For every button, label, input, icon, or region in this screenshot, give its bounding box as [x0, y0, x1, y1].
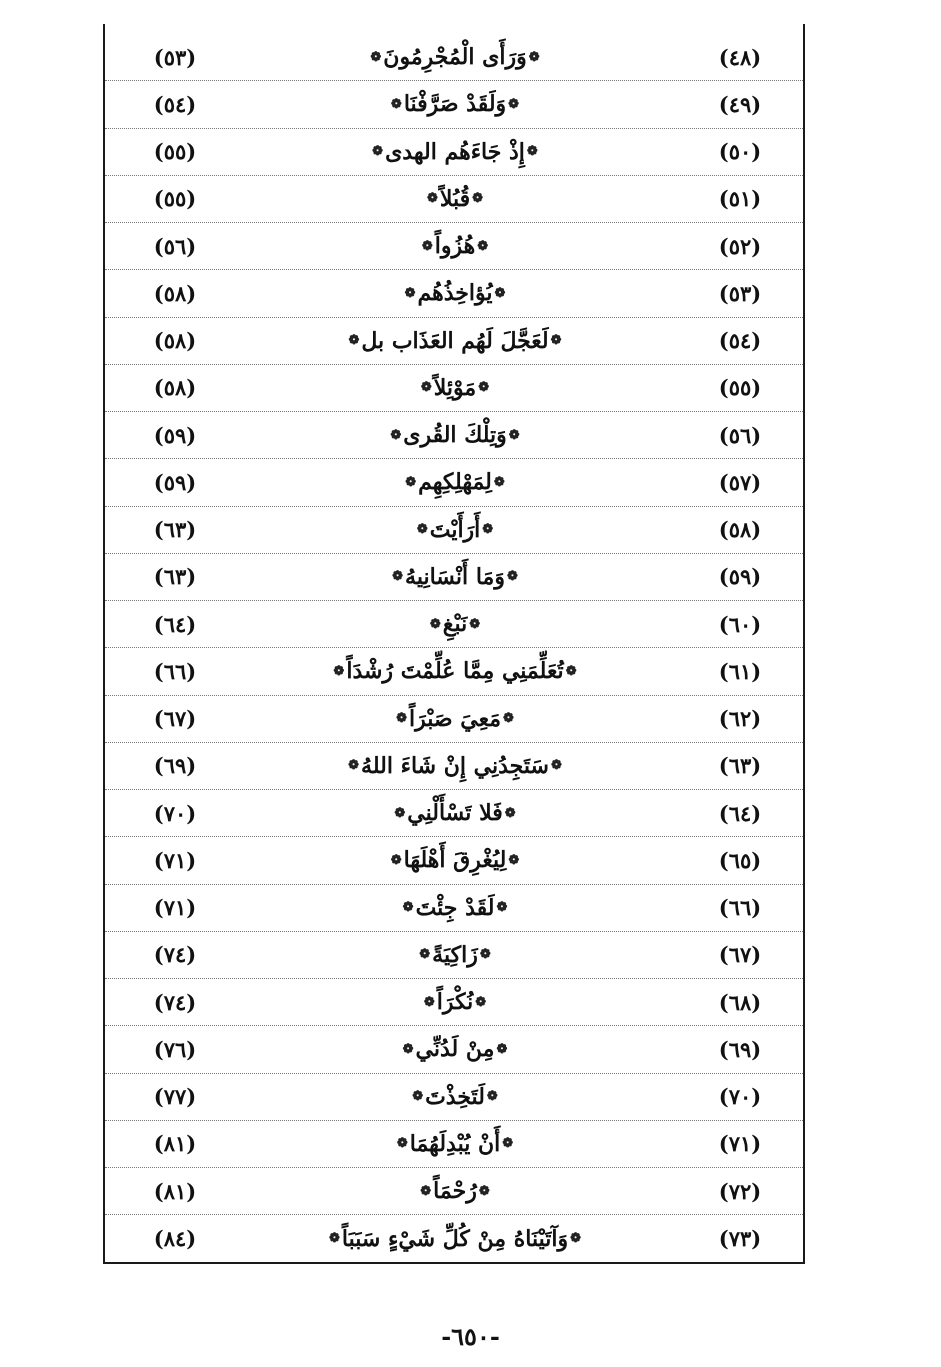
- page-ref: (٥٥): [153, 186, 197, 212]
- quran-word-cell: [255, 1215, 655, 1262]
- quran-word: أَنْ يُبْدِلَهُمَا: [409, 1130, 501, 1157]
- table-row: [105, 1026, 803, 1073]
- ornament-bracket-icon: ❁: [423, 994, 435, 1010]
- page-ref: (٦٩): [153, 753, 197, 779]
- table-row: [105, 554, 803, 601]
- table-row: [105, 979, 803, 1026]
- entry-number: (٦٢): [718, 706, 762, 732]
- page-ref: (٦٤): [153, 611, 197, 637]
- quran-word: وَتِلْكَ القُرى: [403, 422, 507, 449]
- table-row: [105, 318, 803, 365]
- page-ref: (٥٨): [153, 280, 197, 306]
- page-ref: (٨١): [153, 1131, 197, 1157]
- ornament-bracket-icon: ❁: [496, 1041, 508, 1057]
- ornament-bracket-icon: ❁: [475, 994, 487, 1010]
- quran-word: لِمَهْلِكِهِم: [418, 469, 492, 496]
- ornament-bracket-icon: ❁: [390, 852, 402, 868]
- entry-number: (٤٨): [718, 44, 762, 70]
- ornament-bracket-icon: ❁: [565, 663, 577, 679]
- quran-word-cell: [255, 223, 655, 269]
- page-ref: (٨١): [153, 1178, 197, 1204]
- quran-word: نُكْرَاً: [436, 989, 474, 1016]
- ornament-bracket-icon: ❁: [472, 191, 484, 207]
- ornament-bracket-icon: ❁: [508, 852, 520, 868]
- ornament-bracket-icon: ❁: [477, 238, 489, 254]
- entry-number: (٦١): [718, 658, 762, 684]
- ornament-bracket-icon: ❁: [469, 616, 481, 632]
- entry-number: (٧١): [718, 1131, 762, 1157]
- ornament-bracket-icon: ❁: [421, 238, 433, 254]
- page-ref: (٥٨): [153, 328, 197, 354]
- quran-word-cell: [255, 696, 655, 742]
- quran-word: مَعِيَ صَبْرَاً: [409, 705, 501, 732]
- ornament-bracket-icon: ❁: [404, 285, 416, 301]
- ornament-bracket-icon: ❁: [370, 49, 382, 65]
- entry-number: (٥٦): [718, 422, 762, 448]
- table-row: [105, 932, 803, 979]
- ornament-bracket-icon: ❁: [396, 1136, 408, 1152]
- ornament-bracket-icon: ❁: [478, 1183, 490, 1199]
- ornament-bracket-icon: ❁: [392, 569, 404, 585]
- entry-number: (٦٩): [718, 1036, 762, 1062]
- ornament-bracket-icon: ❁: [526, 144, 538, 160]
- entry-number: (٥٩): [718, 564, 762, 590]
- quran-word: سَتَجِدُنِي إِنْ شَاءَ اللهُ: [361, 752, 549, 779]
- quran-word-cell: [255, 459, 655, 505]
- table-row: [105, 365, 803, 412]
- ornament-bracket-icon: ❁: [348, 333, 360, 349]
- quran-word: وَآتَيْنَاهُ مِنْ كُلِّ شَيْءٍ سَبَبَاً: [341, 1225, 569, 1252]
- quran-word-cell: [255, 365, 655, 411]
- quran-word-cell: [255, 932, 655, 978]
- table-row: [105, 1215, 803, 1262]
- entry-number: (٥٠): [718, 139, 762, 165]
- quran-word-cell: [255, 979, 655, 1025]
- ornament-bracket-icon: ❁: [494, 285, 506, 301]
- page-ref: (٥٩): [153, 422, 197, 448]
- table-row: [105, 885, 803, 932]
- page-ref: (٨٤): [153, 1226, 197, 1252]
- ornament-bracket-icon: ❁: [405, 474, 417, 490]
- entry-number: (٦٠): [718, 611, 762, 637]
- quran-word: قُبُلاً: [439, 185, 471, 212]
- quran-word: فَلا تَسْأَلْنِي: [407, 800, 503, 827]
- quran-word-cell: [255, 885, 655, 931]
- entry-number: (٥٢): [718, 233, 762, 259]
- quran-word-cell: [255, 1074, 655, 1120]
- entry-number: (٧٠): [718, 1084, 762, 1110]
- table-row: [105, 34, 803, 81]
- quran-word: يُؤاخِذُهُم: [417, 280, 493, 307]
- entry-number: (٥٣): [718, 280, 762, 306]
- table-row: [105, 412, 803, 459]
- ornament-bracket-icon: ❁: [508, 427, 520, 443]
- page-ref: (٧٤): [153, 989, 197, 1015]
- page-ref: (٦٧): [153, 706, 197, 732]
- quran-word-cell: [255, 601, 655, 647]
- page-number: -٦٥٠-: [441, 1322, 500, 1351]
- ornament-bracket-icon: ❁: [502, 711, 514, 727]
- quran-word-cell: [255, 1026, 655, 1072]
- quran-word: لَتَخِذْتَ: [425, 1083, 485, 1110]
- page-ref: (٥٩): [153, 469, 197, 495]
- table-row: [105, 1121, 803, 1168]
- quran-word: مِنْ لَدُنِّي: [415, 1036, 495, 1063]
- ornament-bracket-icon: ❁: [333, 663, 345, 679]
- entry-number: (٦٦): [718, 895, 762, 921]
- table-row: [105, 743, 803, 790]
- ornament-bracket-icon: ❁: [390, 96, 402, 112]
- quran-word-cell: [255, 837, 655, 883]
- quran-word-cell: [255, 1168, 655, 1214]
- ornament-bracket-icon: ❁: [420, 1183, 432, 1199]
- quran-word: إِذْ جَاءَهُم الهدى: [385, 138, 525, 165]
- page-ref: (٥٦): [153, 233, 197, 259]
- ornament-bracket-icon: ❁: [348, 758, 360, 774]
- page-ref: (٦٣): [153, 517, 197, 543]
- quran-word-cell: [255, 1121, 655, 1167]
- quran-word: نَبْغِ: [442, 611, 468, 638]
- table-row: [105, 270, 803, 317]
- table-row: [105, 1074, 803, 1121]
- ornament-bracket-icon: ❁: [496, 900, 508, 916]
- quran-word: لِيُغْرِقَ أَهْلَهَا: [403, 847, 507, 874]
- quran-word: زَاكِيَةً: [432, 941, 478, 968]
- ornament-bracket-icon: ❁: [478, 380, 490, 396]
- quran-word: أَرَأَيْتَ: [429, 516, 481, 543]
- quran-word: مَوْئِلاً: [433, 374, 477, 401]
- page-ref: (٧٠): [153, 800, 197, 826]
- page-ref: (٥٤): [153, 91, 197, 117]
- quran-word: هُزُواً: [434, 233, 476, 260]
- entry-number: (٦٧): [718, 942, 762, 968]
- index-table: [103, 24, 805, 1264]
- quran-word: تُعَلِّمَنِي مِمَّا عُلِّمْتَ رُشْدَاً: [346, 658, 564, 685]
- entry-number: (٦٥): [718, 847, 762, 873]
- table-row: [105, 176, 803, 223]
- page-ref: (٧٤): [153, 942, 197, 968]
- ornament-bracket-icon: ❁: [390, 427, 402, 443]
- page-ref: (٧٧): [153, 1084, 197, 1110]
- ornament-bracket-icon: ❁: [412, 1089, 424, 1105]
- page-ref: (٧١): [153, 847, 197, 873]
- ornament-bracket-icon: ❁: [420, 380, 432, 396]
- ornament-bracket-icon: ❁: [396, 711, 408, 727]
- table-row: [105, 129, 803, 176]
- ornament-bracket-icon: ❁: [416, 522, 428, 538]
- table-row: [105, 790, 803, 837]
- table-row: [105, 459, 803, 506]
- ornament-bracket-icon: ❁: [493, 474, 505, 490]
- ornament-bracket-icon: ❁: [550, 758, 562, 774]
- entry-number: (٥٥): [718, 375, 762, 401]
- quran-word-cell: [255, 81, 655, 127]
- entry-number: (٦٤): [718, 800, 762, 826]
- ornament-bracket-icon: ❁: [486, 1089, 498, 1105]
- entry-number: (٧٣): [718, 1226, 762, 1252]
- ornament-bracket-icon: ❁: [426, 191, 438, 207]
- ornament-bracket-icon: ❁: [329, 1231, 340, 1247]
- ornament-bracket-icon: ❁: [372, 144, 384, 160]
- quran-word-cell: [255, 176, 655, 222]
- page-ref: (٥٣): [153, 44, 197, 70]
- page-ref: (٥٥): [153, 139, 197, 165]
- page-ref: (٧٦): [153, 1036, 197, 1062]
- ornament-bracket-icon: ❁: [394, 805, 406, 821]
- page-ref: (٧١): [153, 895, 197, 921]
- ornament-bracket-icon: ❁: [550, 333, 562, 349]
- quran-word: لَعَجَّلَ لَهُم العَذَاب بل: [361, 327, 549, 354]
- ornament-bracket-icon: ❁: [419, 947, 431, 963]
- page-ref: (٦٣): [153, 564, 197, 590]
- entry-number: (٦٨): [718, 989, 762, 1015]
- quran-word: وَلَقَدْ صَرَّفْنَا: [403, 91, 507, 118]
- entry-number: (٤٩): [718, 91, 762, 117]
- page-ref: (٦٦): [153, 658, 197, 684]
- table-row: [105, 1168, 803, 1215]
- ornament-bracket-icon: ❁: [482, 522, 494, 538]
- table-row: [105, 81, 803, 128]
- quran-word: وَمَا أَنْسَانِيهُ: [405, 563, 505, 590]
- entry-number: (٦٣): [718, 753, 762, 779]
- entry-number: (٥٤): [718, 328, 762, 354]
- quran-word-cell: [255, 790, 655, 836]
- ornament-bracket-icon: ❁: [429, 616, 441, 632]
- quran-word: رُحْمَاً: [433, 1178, 477, 1205]
- table-row: [105, 507, 803, 554]
- table-row: [105, 648, 803, 695]
- quran-word-cell: [255, 34, 655, 80]
- page-ref: (٥٨): [153, 375, 197, 401]
- quran-word-cell: [255, 318, 655, 364]
- quran-word: وَرَأَى الْمُجْرِمُونَ: [383, 44, 527, 71]
- ornament-bracket-icon: ❁: [504, 805, 516, 821]
- entry-number: (٥٧): [718, 469, 762, 495]
- ornament-bracket-icon: ❁: [479, 947, 491, 963]
- ornament-bracket-icon: ❁: [528, 49, 540, 65]
- ornament-bracket-icon: ❁: [570, 1231, 582, 1247]
- table-row: [105, 837, 803, 884]
- quran-word-cell: [255, 129, 655, 175]
- quran-word: لَقَدْ جِئْتَ: [415, 894, 495, 921]
- ornament-bracket-icon: ❁: [506, 569, 518, 585]
- quran-word-cell: [255, 554, 655, 600]
- quran-word-cell: [255, 270, 655, 316]
- table-row: [105, 696, 803, 743]
- entry-number: (٥٨): [718, 517, 762, 543]
- ornament-bracket-icon: ❁: [502, 1136, 514, 1152]
- entry-number: (٧٢): [718, 1178, 762, 1204]
- ornament-bracket-icon: ❁: [402, 1041, 414, 1057]
- entry-number: (٥١): [718, 186, 762, 212]
- quran-word-cell: [255, 648, 655, 694]
- ornament-bracket-icon: ❁: [402, 900, 414, 916]
- table-row: [105, 601, 803, 648]
- quran-word-cell: [255, 743, 655, 789]
- table-row: [105, 223, 803, 270]
- quran-word-cell: [255, 507, 655, 553]
- quran-word-cell: [255, 412, 655, 458]
- ornament-bracket-icon: ❁: [508, 96, 520, 112]
